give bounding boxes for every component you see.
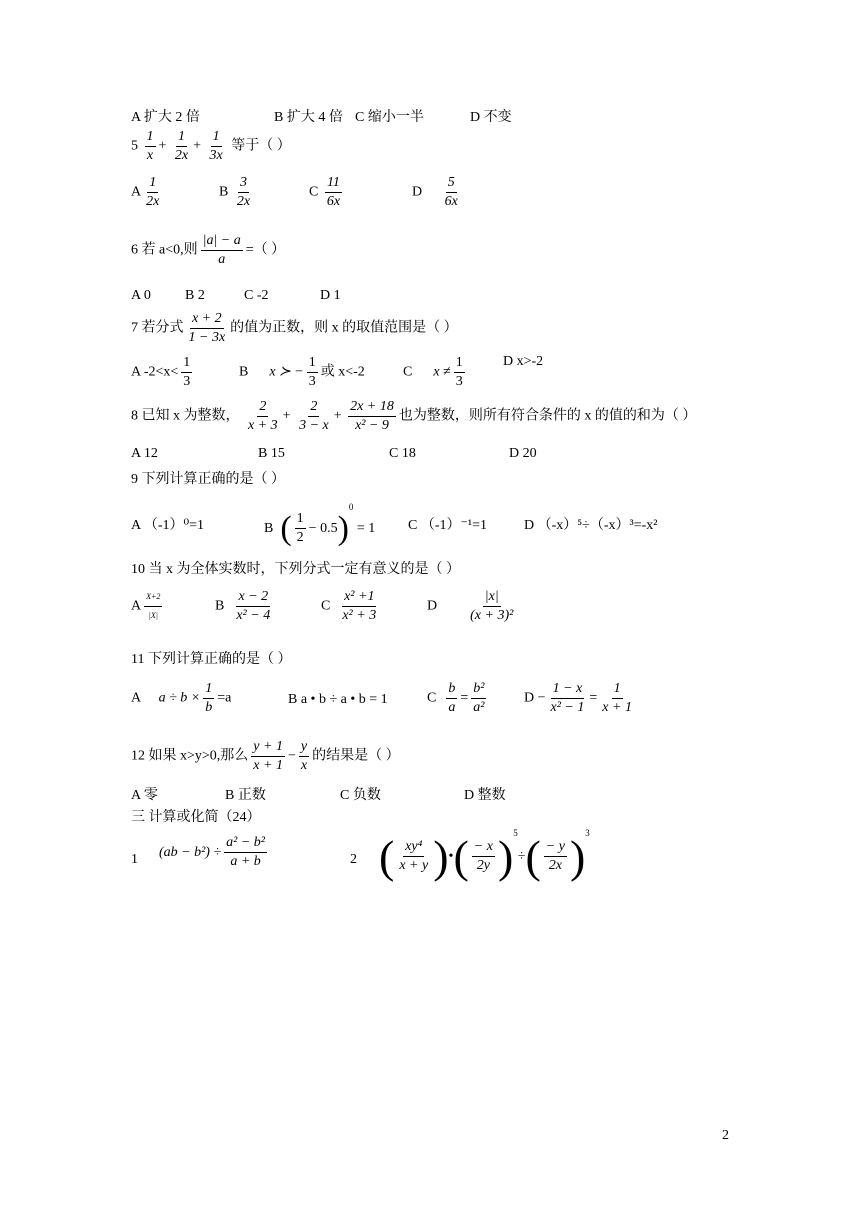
q12-term-1: $\frac{y + 1}{x + 1}$ <box>253 739 283 773</box>
q7-option-c: C x ≠ $\frac{1}{3}$ <box>403 355 463 389</box>
q6-fraction: $\frac{|a| - a}{a}$ <box>202 233 241 267</box>
q6-suffix: =（ ） <box>245 242 286 258</box>
q10-option-c: C $\frac{\text{x² +1}}{\text{x² + 3}}$ <box>321 589 377 623</box>
q9-option-d: D （-x）⁵÷（-x）³=-x² <box>524 518 658 533</box>
q5-number: 5 <box>131 138 138 154</box>
q6-question <box>131 232 285 269</box>
q9-option-b: B ( $\frac{1}{2}$ − 0.5)$^0$ = 1 <box>264 502 376 547</box>
q12-question: 12 如果 x>y>0,那么 $\frac{y + 1}{x + 1}$ − $\frac{y}{x}$ 的结果是（ ） <box>131 739 400 773</box>
q5-option-d: D $\frac{5}{6x}$ <box>412 175 458 209</box>
q5-option-c: C $\frac{11}{6x}$ <box>309 175 341 209</box>
q6-option-d: D 1 <box>320 288 341 303</box>
q12-option-d: D 整数 <box>464 788 506 803</box>
q8-option-a: A 12 <box>131 446 158 461</box>
q8-prefix: 8 已知 x 为整数， <box>131 408 240 424</box>
q9-question: 9 下列计算正确的是（ ） <box>131 472 285 487</box>
q5-term-1: $\frac{1}{x}$ <box>146 129 154 163</box>
q6-option-b: B 2 <box>185 288 205 303</box>
page-number: 2 <box>722 1128 729 1143</box>
q8-option-d: D 20 <box>509 446 537 461</box>
q8-option-c: C 18 <box>389 446 416 461</box>
q7-fraction: $\frac{x + 2}{1 - 3x}$ <box>188 311 226 345</box>
q5-suffix: 等于（ ） <box>231 138 291 154</box>
q11-question: 11 下列计算正确的是（ ） <box>131 652 292 667</box>
q10-question: 10 当 x 为全体实数时，下列分式一定有意义的是（ ） <box>131 562 460 577</box>
q11-option-c: C $\frac{b}{a}$ = $\frac{\text{b²}}{\text{a²}}$ <box>427 681 485 715</box>
q12-option-c: C 负数 <box>340 788 381 803</box>
q5-question: 5 $\frac{1}{x}$ + $\frac{1}{2x}$ + $\frac{1}{3x}$ 等于（ ） <box>131 129 291 163</box>
q7-question <box>131 310 458 347</box>
q11-option-b: B a • b ÷ a • b = 1 <box>288 692 388 707</box>
q8-term-1: $\frac{2}{x + 3}$ <box>248 399 278 433</box>
calc-1-number: 1 <box>131 852 138 867</box>
q7-option-a: A -2<x< $\frac{1}{3}$ <box>131 355 191 389</box>
q7-option-d: D x>-2 <box>503 354 544 369</box>
q8-option-b: B 15 <box>258 446 285 461</box>
q8-suffix: 也为整数，则所有符合条件的 x 的值的和为（ ） <box>398 408 697 424</box>
q4-option-c: C 缩小一半 <box>355 110 424 125</box>
q10-option-d: D $\frac{|x|}{\text{(x + 3)²}}$ <box>427 589 514 623</box>
q12-option-b: B 正数 <box>225 788 266 803</box>
q11-option-d: D − $\frac{1 - x}{\text{x² − 1}}$ = $\frac{1}{x + 1}$ <box>524 681 632 715</box>
q5-term-3: $\frac{1}{3x}$ <box>209 129 223 163</box>
q8-term-3: $\frac{2x + 18}{\text{x² − 9}}$ <box>350 399 394 433</box>
q9-option-c: C （-1）⁻¹=1 <box>408 518 487 533</box>
q12-suffix: 的结果是（ ） <box>312 748 400 764</box>
q7-suffix: 的值为正数，则 x 的取值范围是（ ） <box>230 320 458 336</box>
q12-prefix: 12 如果 x>y>0,那么 <box>131 748 249 764</box>
q8-term-2: $\frac{2}{3 - x}$ <box>299 399 329 433</box>
q7-prefix: 7 若分式 <box>131 320 184 336</box>
q4-option-b: B 扩大 4 倍 <box>274 110 343 125</box>
calc-2-expression: ( $\frac{\text{xy⁴}}{x + y}$ )•( $\frac{- x}{2y}$ )$^5$÷( $\frac{- y}{2x}$ )$^3$ <box>379 828 590 882</box>
calc-2-number: 2 <box>350 852 357 867</box>
q10-option-a: A $\frac{X+2}{|X|}$ <box>131 588 165 625</box>
q7-option-b: B x ≻ − $\frac{1}{3}$ 或 x<-2 <box>239 355 365 389</box>
q5-option-a: A $\frac{1}{2x}$ <box>131 175 160 209</box>
q12-term-2: $\frac{y}{x}$ <box>300 739 308 773</box>
q9-option-a: A （-1）⁰=1 <box>131 518 205 533</box>
q6-option-c: C -2 <box>244 288 269 303</box>
q11-option-a: A a ÷ b × $\frac{1}{b}$ =a <box>131 681 232 715</box>
q5-term-2: $\frac{1}{2x}$ <box>174 129 189 163</box>
q4-option-a: A 扩大 2 倍 <box>131 110 200 125</box>
q5-option-b: B $\frac{3}{2x}$ <box>219 175 251 209</box>
q8-question: 8 已知 x 为整数， $\frac{2}{x + 3}$ + $\frac{2}{3 - x}$ + $\frac{2x + 18}{\text{x² − 9}}$ 也为整数，则所有符合条件的 x 的值的和为（ ） <box>131 399 697 433</box>
q6-prefix: 6 若 a<0,则 <box>131 242 198 258</box>
q4-option-d: D 不变 <box>470 110 512 125</box>
section-3-title: 三 计算或化简（24） <box>131 810 261 825</box>
q10-option-b: B $\frac{x - 2}{\text{x² − 4}}$ <box>215 589 271 623</box>
calc-1-expression: (ab − b²) ÷ $\frac{\text{a² − b²}}{a + b}$ <box>159 835 265 869</box>
q12-option-a: A 零 <box>131 788 158 803</box>
q6-option-a: A 0 <box>131 288 151 303</box>
